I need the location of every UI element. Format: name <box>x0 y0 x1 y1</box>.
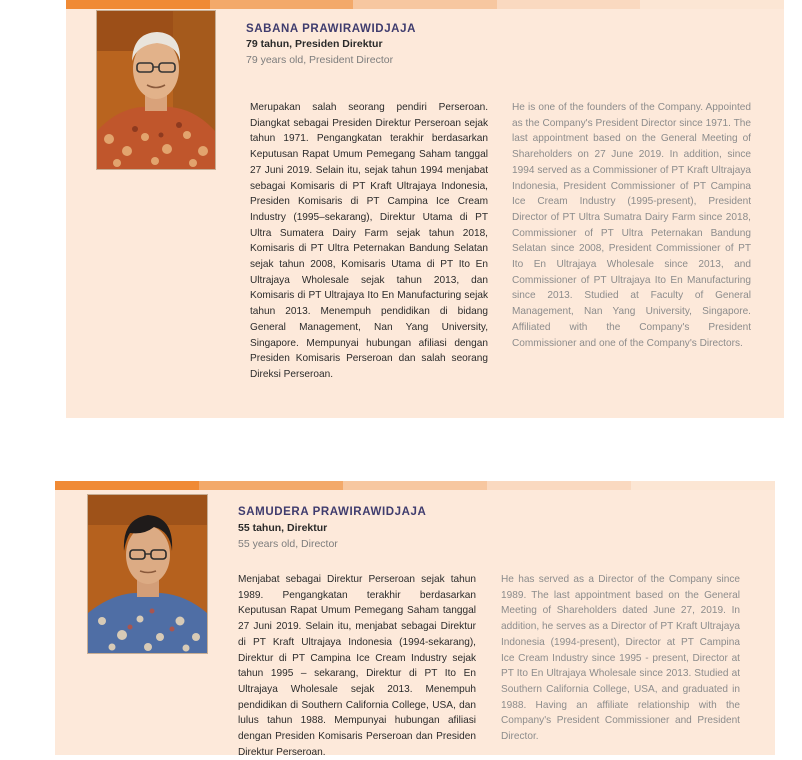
person-name: SABANA PRAWIRAWIDJAJA <box>246 23 416 35</box>
bio-indonesian: Merupakan salah seorang pendiri Perseroan. Diangkat sebagai Presiden Direktur Perseroan sejak tahun 1971. Pengangkatan terakhir berdasarkan Keputusan Rapat Umum Pemegang Saham tanggal 27 Juni 2019. Selain itu, sejak tahun 1994 menjabat sebagai Komisaris di PT Kraft Ultrajaya Indonesia, Presiden Komisaris di PT Campina Ice Cream Industry (1995–sekarang), Direktur Utama di PT Ultra Sumatera Dairy Farm sejak tahun 2018, Komisaris di PT Ultra Peternakan Bandung Selatan sejak tahun 2008, Komisaris Utama di PT Ito En Ultrajaya Wholesale sejak tahun 2013, dan Komisaris di PT Ultrajaya Ito En Manufacturing sejak tahun 2013. Menempuh pendidikan di bidang General Management, Nan Yang University, Singapore. Mempunyai hubungan afiliasi dengan Presiden Komisaris Perseroan dan salah seorang Direksi Perseroan. <box>250 102 488 380</box>
role-english: 55 years old, Director <box>238 538 338 550</box>
profile-card-2 <box>55 481 775 758</box>
decorative-color-bar <box>55 481 775 490</box>
bio-english: He is one of the founders of the Company. Appointed as the Company's President Director since 1971. The last appointment based on the General Meeting of Shareholders on 27 June 2019. In addition, since 1994 served as a Commissioner of PT Kraft Ultrajaya Indonesia, President Commissioner of PT Campina Ice Cream Industry (1995-present), President Director of PT Ultra Sumatra Dairy Farm since 2018, Commissioner of PT Ultra Peternakan Bandung Selatan since 2008, President Commissioner of PT Ito En Ultrajaya Wholesale since 2013, and Commissioner of PT Ultrajaya Ito En Manufacturing since 2013. Studied at Faculty of General Management, Nan Yang University, Singapore. Affiliated with the Company's President Commissioner and one of the Company's Directors. <box>512 102 751 349</box>
role-english: 79 years old, President Director <box>246 54 394 66</box>
role-indonesian: 79 tahun, Presiden Direktur <box>246 38 383 50</box>
bio-english: He has served as a Director of the Company since 1989. The last appointment based on the General Meeting of Shareholders dated June 27, 2019. In addition, he serves as a Director of PT Kraft Ultrajaya Indonesia (1994-present), Director at PT Campina Ice Cream Industry since 1995 - present, Director at PT Ito En Ultrajaya Wholesale since 2013. Studied at Southern California College, USA, and graduated in 1988. Having an affiliate relationship with the Company's President Commissioner and President Director. <box>501 574 740 743</box>
role-indonesian: 55 tahun, Direktur <box>238 522 328 534</box>
decorative-color-bar <box>66 0 784 9</box>
portrait-photo <box>87 494 208 654</box>
profile-card-1 <box>66 0 784 418</box>
portrait-photo <box>96 10 216 170</box>
bio-indonesian: Menjabat sebagai Direktur Perseroan sejak tahun 1989. Pengangkatan terakhir berdasarkan Keputusan Rapat Umum Pemegang Saham tanggal 27 Juni 2019. Selain itu, menjabat sebagai Direktur di PT Kraft Ultrajaya Indonesia (1994-sekarang), Direktur di PT Campina Ice Cream Industry sejak tahun 1995 – sekarang, Direktur di PT Ito En Ultrajaya Wholesale sejak 2013. Menempuh pendidikan di Southern California College, USA, dan lulus tahun 1988. Mempunyai hubungan afiliasi dengan Presiden Komisaris Perseroan dan Presiden Direktur Perseroan. <box>238 574 476 758</box>
person-name: SAMUDERA PRAWIRAWIDJAJA <box>238 506 427 518</box>
